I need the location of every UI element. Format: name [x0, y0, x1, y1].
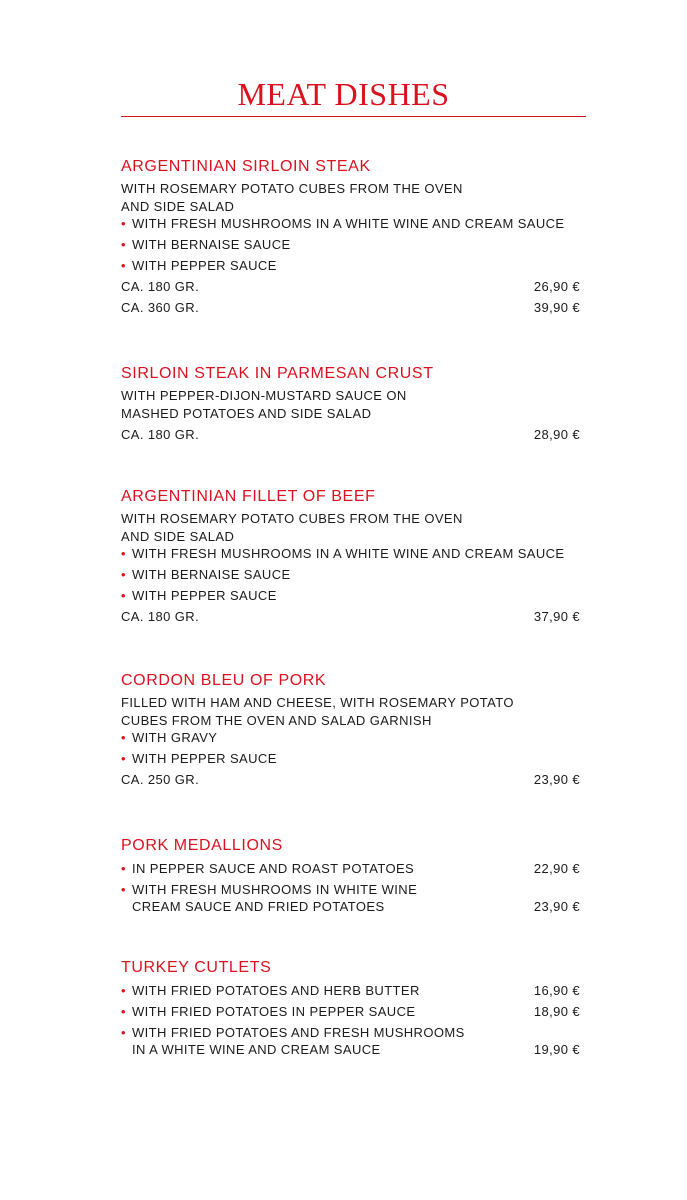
bullet-icon: •	[121, 881, 126, 897]
price-value: 22,90 €	[533, 860, 580, 876]
description-line: CUBES FROM THE OVEN AND SALAD GARNISH	[121, 712, 432, 728]
price-row	[121, 278, 580, 296]
title-divider	[121, 116, 586, 117]
portion-label: CA. 250 GR.	[121, 772, 200, 787]
description-line: AND SIDE SALAD	[121, 198, 235, 214]
description-line: WITH ROSEMARY POTATO CUBES FROM THE OVEN	[121, 511, 463, 526]
portion-label: CA. 180 GR.	[121, 426, 200, 442]
bullet-icon: •	[121, 1003, 126, 1019]
price-value: 23,90 €	[533, 772, 580, 787]
priced-option-item	[121, 860, 580, 878]
option-line: CREAM SAUCE AND FRIED POTATOES	[132, 899, 385, 914]
option-item	[121, 566, 580, 584]
menu-section-argentinian-sirloin-steak	[121, 157, 580, 317]
page-title: MEAT DISHES	[237, 76, 450, 112]
section-title: PORK MEDALLIONS	[121, 837, 283, 854]
bullet-icon: •	[121, 237, 126, 252]
option-line: WITH FRESH MUSHROOMS IN WHITE WINE	[132, 881, 418, 897]
option-item	[121, 750, 580, 768]
option-item	[121, 587, 580, 605]
menu-section-sirloin-steak-parmesan-crust	[121, 364, 580, 443]
option-line: IN PEPPER SAUCE AND ROAST POTATOES	[132, 860, 415, 876]
bullet-icon: •	[121, 982, 126, 998]
option-item	[121, 215, 580, 233]
bullet-icon: •	[121, 258, 126, 273]
description-line: FILLED WITH HAM AND CHEESE, WITH ROSEMARY POTATO	[121, 695, 514, 710]
menu-section-pork-medallions	[121, 836, 580, 916]
price-row	[121, 608, 580, 626]
bullet-icon: •	[121, 567, 126, 582]
description-line: WITH PEPPER-DIJON-MUSTARD SAUCE ON	[121, 388, 407, 403]
option-line: WITH FRIED POTATOES AND HERB BUTTER	[132, 982, 420, 998]
section-title: ARGENTINIAN FILLET OF BEEF	[121, 488, 376, 505]
priced-option-item	[121, 1024, 580, 1059]
option-line: WITH FRIED POTATOES IN PEPPER SAUCE	[132, 1003, 416, 1019]
price-value: 26,90 €	[533, 279, 580, 294]
bullet-icon: •	[121, 860, 126, 876]
option-label: WITH FRESH MUSHROOMS IN A WHITE WINE AND CREAM SAUCE	[132, 546, 565, 561]
option-label: WITH BERNAISE SAUCE	[132, 567, 291, 582]
price-value: 39,90 €	[533, 300, 580, 315]
portion-label: CA. 180 GR.	[121, 609, 200, 624]
bullet-icon: •	[121, 751, 126, 766]
bullet-icon: •	[121, 546, 126, 561]
price-value: 37,90 €	[533, 609, 580, 624]
option-label: WITH PEPPER SAUCE	[132, 258, 277, 273]
option-label: WITH PEPPER SAUCE	[132, 751, 277, 766]
price-value: 23,90 €	[533, 899, 580, 914]
option-label: WITH BERNAISE SAUCE	[132, 237, 291, 252]
priced-option-item	[121, 1003, 580, 1021]
menu-section-turkey-cutlets	[121, 958, 580, 1059]
section-title: TURKEY CUTLETS	[121, 959, 272, 976]
option-label	[132, 860, 534, 878]
price-value: 16,90 €	[533, 982, 580, 998]
option-line: WITH FRIED POTATOES AND FRESH MUSHROOMS	[132, 1024, 465, 1040]
price-value: 18,90 €	[533, 1003, 580, 1019]
option-label: WITH GRAVY	[132, 730, 218, 745]
menu-section-argentinian-fillet-of-beef	[121, 487, 580, 626]
price-value: 28,90 €	[533, 426, 580, 442]
option-item	[121, 545, 580, 563]
option-item	[121, 236, 580, 254]
option-label: WITH FRESH MUSHROOMS IN A WHITE WINE AND CREAM SAUCE	[132, 216, 565, 231]
bullet-icon: •	[121, 216, 126, 231]
menu-section-cordon-bleu-of-pork	[121, 671, 580, 789]
portion-label: CA. 180 GR.	[121, 279, 200, 294]
price-row	[121, 299, 580, 317]
description-line: WITH ROSEMARY POTATO CUBES FROM THE OVEN	[121, 181, 463, 196]
description-line: AND SIDE SALAD	[121, 528, 235, 544]
section-title: CORDON BLEU OF PORK	[121, 672, 327, 689]
section-title: ARGENTINIAN SIRLOIN STEAK	[121, 158, 371, 175]
option-label	[132, 1003, 534, 1021]
priced-option-item	[121, 881, 580, 916]
bullet-icon: •	[121, 588, 126, 603]
price-value: 19,90 €	[533, 1042, 580, 1057]
bullet-icon: •	[121, 730, 126, 745]
option-label: WITH PEPPER SAUCE	[132, 588, 277, 603]
priced-option-item	[121, 982, 580, 1000]
option-item	[121, 257, 580, 275]
section-title: SIRLOIN STEAK IN PARMESAN CRUST	[121, 365, 434, 382]
option-label	[132, 982, 534, 1000]
portion-label: CA. 360 GR.	[121, 300, 200, 315]
option-line: IN A WHITE WINE AND CREAM SAUCE	[132, 1042, 381, 1057]
option-label	[132, 881, 534, 916]
option-label	[132, 1024, 534, 1059]
price-row	[121, 771, 580, 789]
option-item	[121, 729, 580, 747]
bullet-icon: •	[121, 1024, 126, 1040]
description-line: MASHED POTATOES AND SIDE SALAD	[121, 405, 372, 421]
price-row	[121, 426, 580, 444]
